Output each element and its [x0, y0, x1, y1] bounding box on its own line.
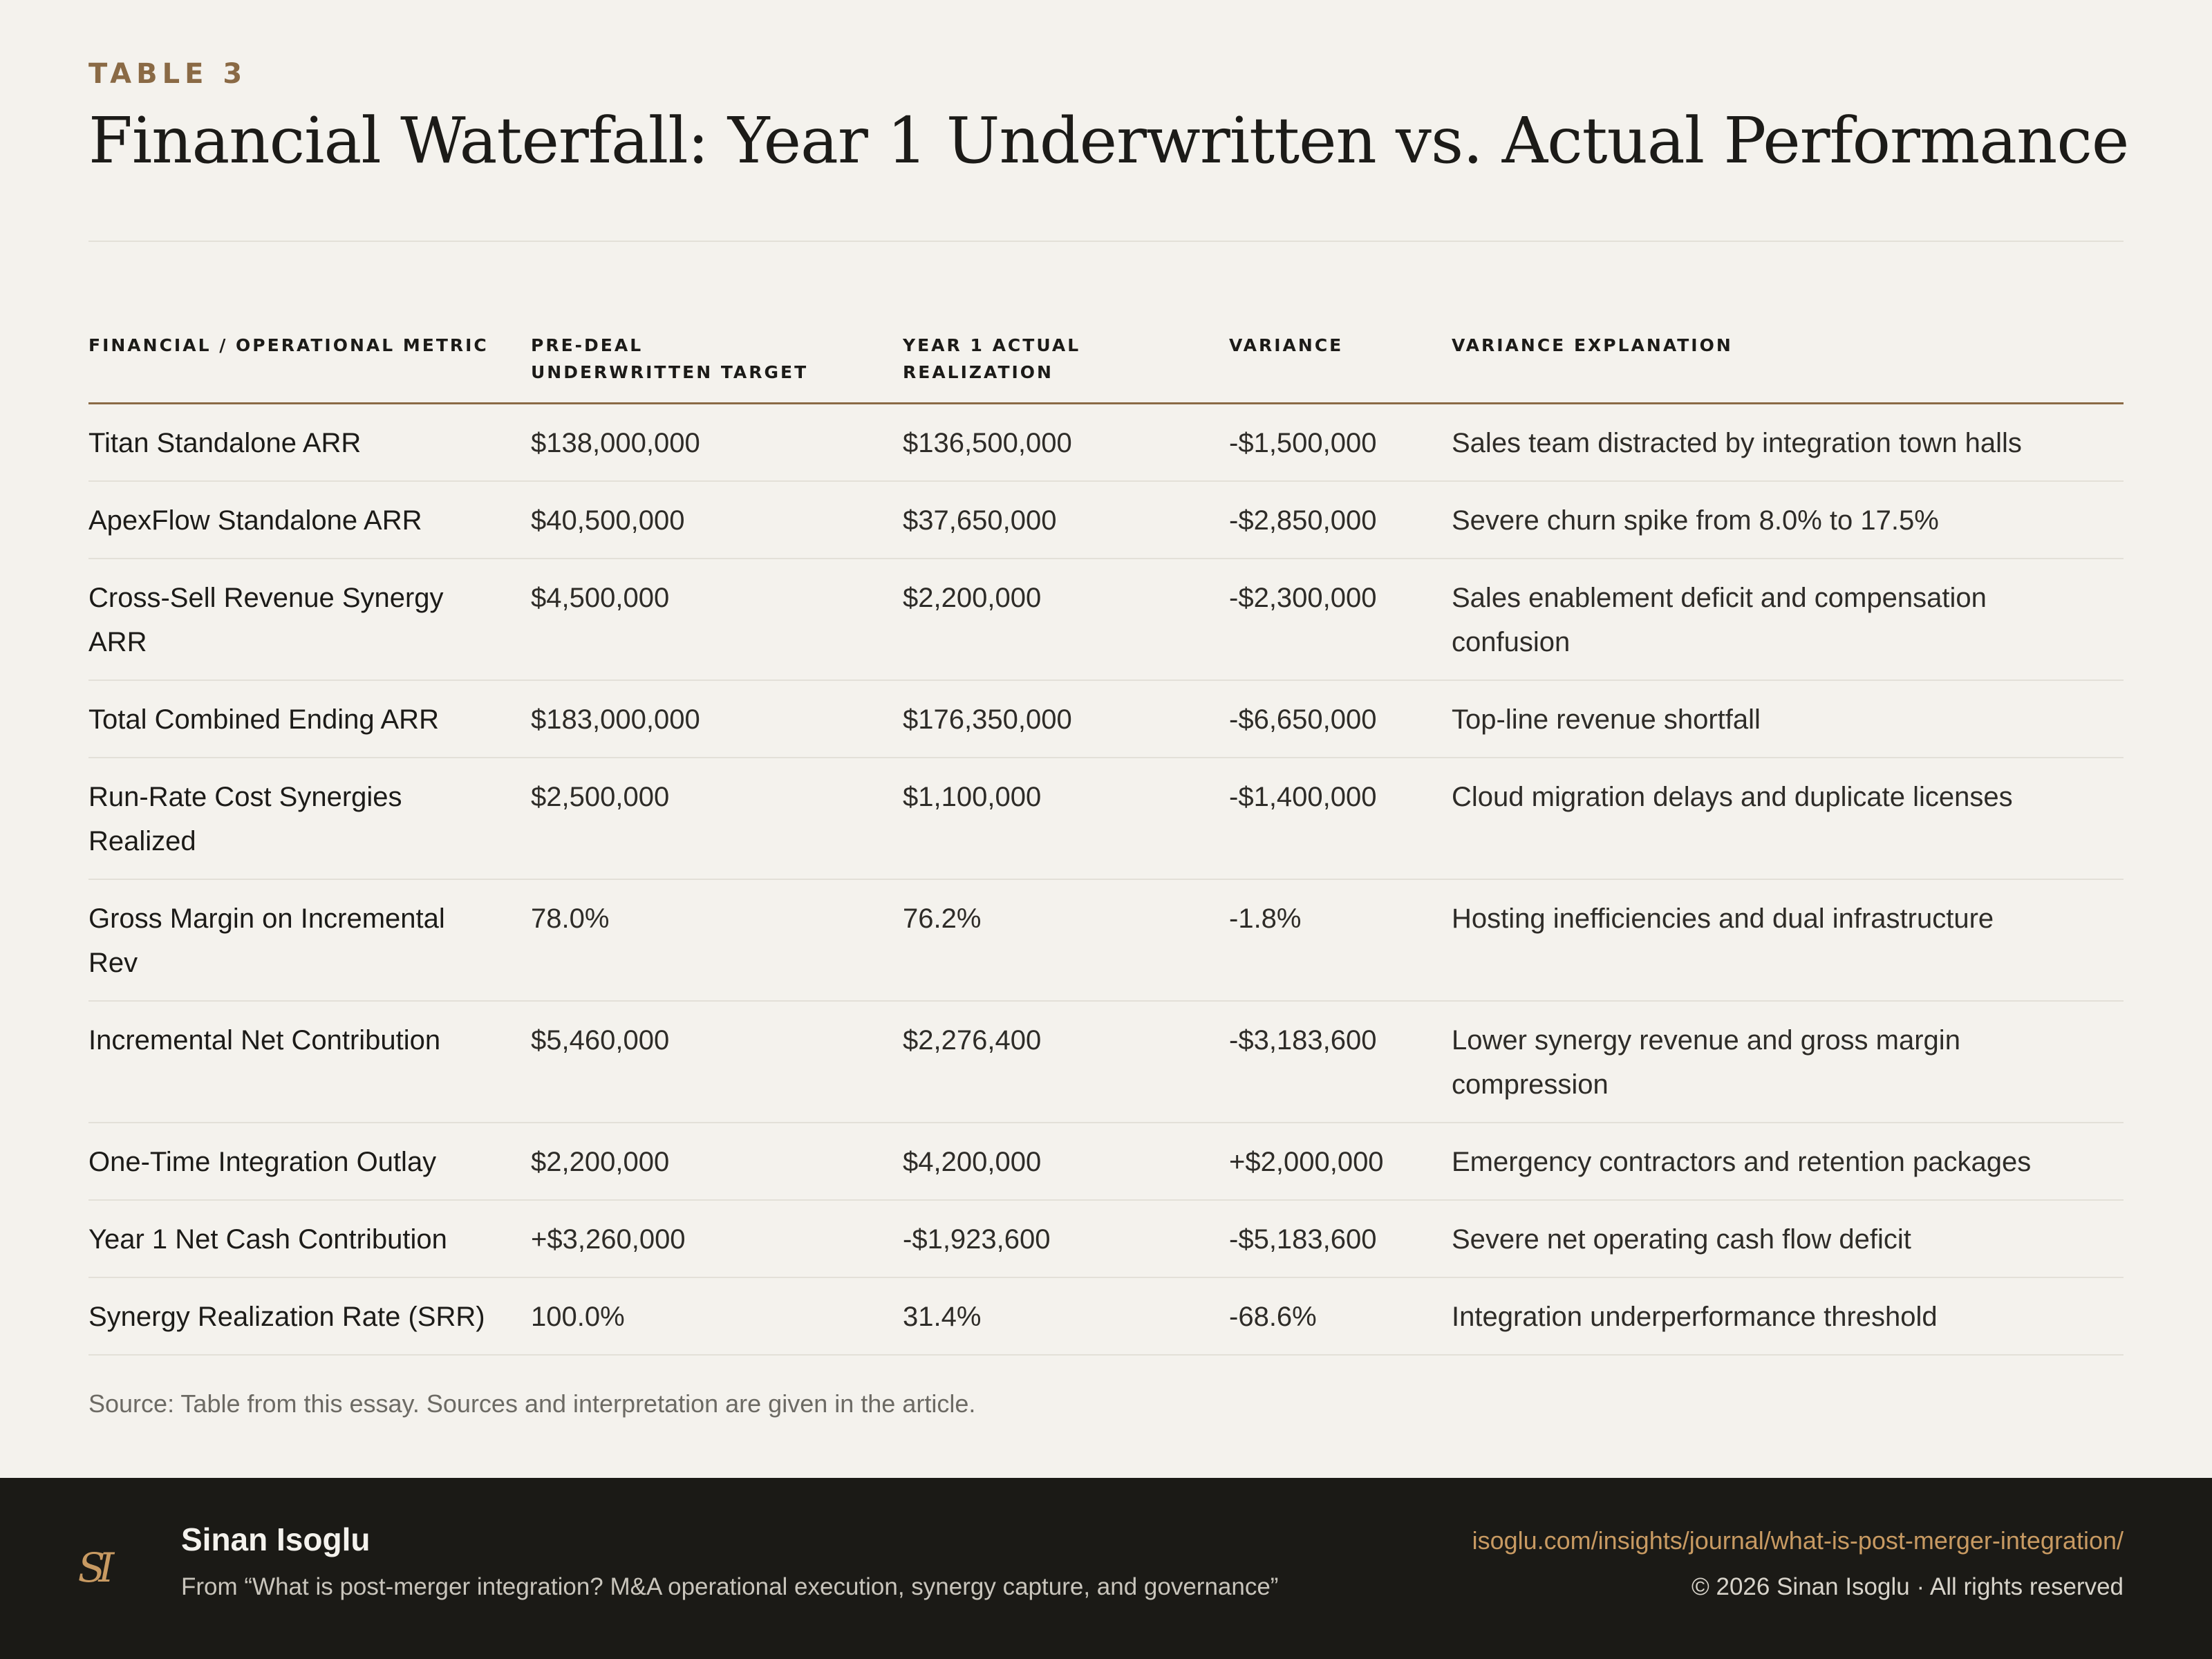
column-header-metric: FINANCIAL / OPERATIONAL METRIC	[88, 325, 531, 404]
cell-target: $40,500,000	[531, 481, 903, 559]
cell-explanation: Sales team distracted by integration town halls	[1452, 404, 2124, 482]
cell-target: $183,000,000	[531, 680, 903, 758]
cell-actual: $4,200,000	[903, 1123, 1229, 1200]
cell-metric: One-Time Integration Outlay	[88, 1123, 531, 1200]
article-reference: From “What is post-merger integration? M&A operational execution, synergy capture, and governance”	[181, 1573, 1279, 1600]
cell-target: $4,500,000	[531, 559, 903, 680]
column-header-actual: YEAR 1 ACTUAL REALIZATION	[903, 325, 1229, 404]
table-row	[88, 879, 2124, 1001]
cell-target: $5,460,000	[531, 1001, 903, 1123]
cell-actual: $2,276,400	[903, 1001, 1229, 1123]
cell-explanation: Hosting inefficiencies and dual infrastructure	[1452, 879, 2124, 1001]
title-divider	[88, 241, 2124, 242]
svg-text:SI: SI	[77, 1544, 108, 1591]
cell-variance: -68.6%	[1229, 1277, 1452, 1355]
column-header-variance: VARIANCE	[1229, 325, 1452, 404]
financial-waterfall-table	[88, 325, 2124, 1356]
cell-variance: -$2,300,000	[1229, 559, 1452, 680]
cell-actual: $176,350,000	[903, 680, 1229, 758]
article-url-link[interactable]: isoglu.com/insights/journal/what-is-post-merger-integration/	[1472, 1526, 2124, 1555]
copyright-notice: © 2026 Sinan Isoglu · All rights reserved	[1691, 1573, 2124, 1600]
source-note: Source: Table from this essay. Sources and interpretation are given in the article.	[88, 1389, 976, 1418]
table-body	[88, 404, 2124, 1356]
table-header-row	[88, 325, 2124, 404]
cell-actual: 31.4%	[903, 1277, 1229, 1355]
cell-target: 78.0%	[531, 879, 903, 1001]
cell-metric: Incremental Net Contribution	[88, 1001, 531, 1123]
cell-explanation: Emergency contractors and retention packages	[1452, 1123, 2124, 1200]
cell-variance: -1.8%	[1229, 879, 1452, 1001]
cell-variance: -$2,850,000	[1229, 481, 1452, 559]
cell-actual: 76.2%	[903, 879, 1229, 1001]
table-row	[88, 481, 2124, 559]
cell-metric: Total Combined Ending ARR	[88, 680, 531, 758]
table-row	[88, 1001, 2124, 1123]
cell-metric: Titan Standalone ARR	[88, 404, 531, 482]
table-row	[88, 1123, 2124, 1200]
cell-variance: +$2,000,000	[1229, 1123, 1452, 1200]
table-row	[88, 559, 2124, 680]
cell-metric: Year 1 Net Cash Contribution	[88, 1200, 531, 1277]
cell-variance: -$5,183,600	[1229, 1200, 1452, 1277]
author-name: Sinan Isoglu	[181, 1521, 371, 1557]
cell-actual: -$1,923,600	[903, 1200, 1229, 1277]
table-row	[88, 1277, 2124, 1355]
cell-metric: Synergy Realization Rate (SRR)	[88, 1277, 531, 1355]
footer	[0, 1478, 2212, 1659]
cell-target: $2,200,000	[531, 1123, 903, 1200]
cell-explanation: Lower synergy revenue and gross margin compression	[1452, 1001, 2124, 1123]
cell-metric: ApexFlow Standalone ARR	[88, 481, 531, 559]
cell-actual: $136,500,000	[903, 404, 1229, 482]
cell-target: +$3,260,000	[531, 1200, 903, 1277]
cell-variance: -$1,400,000	[1229, 758, 1452, 879]
cell-explanation: Severe net operating cash flow deficit	[1452, 1200, 2124, 1277]
cell-explanation: Top-line revenue shortfall	[1452, 680, 2124, 758]
cell-explanation: Sales enablement deficit and compensation confusion	[1452, 559, 2124, 680]
cell-variance: -$6,650,000	[1229, 680, 1452, 758]
cell-explanation: Integration underperformance threshold	[1452, 1277, 2124, 1355]
cell-metric: Gross Margin on Incremental Rev	[88, 879, 531, 1001]
cell-explanation: Cloud migration delays and duplicate licenses	[1452, 758, 2124, 879]
column-header-explanation: VARIANCE EXPLANATION	[1452, 325, 2124, 404]
cell-target: $2,500,000	[531, 758, 903, 879]
table-eyebrow: TABLE 3	[88, 58, 247, 90]
table-row	[88, 758, 2124, 879]
table-row	[88, 1200, 2124, 1277]
cell-explanation: Severe churn spike from 8.0% to 17.5%	[1452, 481, 2124, 559]
cell-target: $138,000,000	[531, 404, 903, 482]
cell-variance: -$3,183,600	[1229, 1001, 1452, 1123]
cell-actual: $1,100,000	[903, 758, 1229, 879]
cell-variance: -$1,500,000	[1229, 404, 1452, 482]
page-title: Financial Waterfall: Year 1 Underwritten vs. Actual Performance	[88, 104, 2129, 178]
table-row	[88, 680, 2124, 758]
cell-target: 100.0%	[531, 1277, 903, 1355]
cell-actual: $37,650,000	[903, 481, 1229, 559]
si-monogram-logo	[65, 1540, 120, 1595]
cell-metric: Cross-Sell Revenue Synergy ARR	[88, 559, 531, 680]
cell-metric: Run-Rate Cost Synergies Realized	[88, 758, 531, 879]
column-header-target: PRE-DEAL UNDERWRITTEN TARGET	[531, 325, 903, 404]
cell-actual: $2,200,000	[903, 559, 1229, 680]
table-row	[88, 404, 2124, 482]
